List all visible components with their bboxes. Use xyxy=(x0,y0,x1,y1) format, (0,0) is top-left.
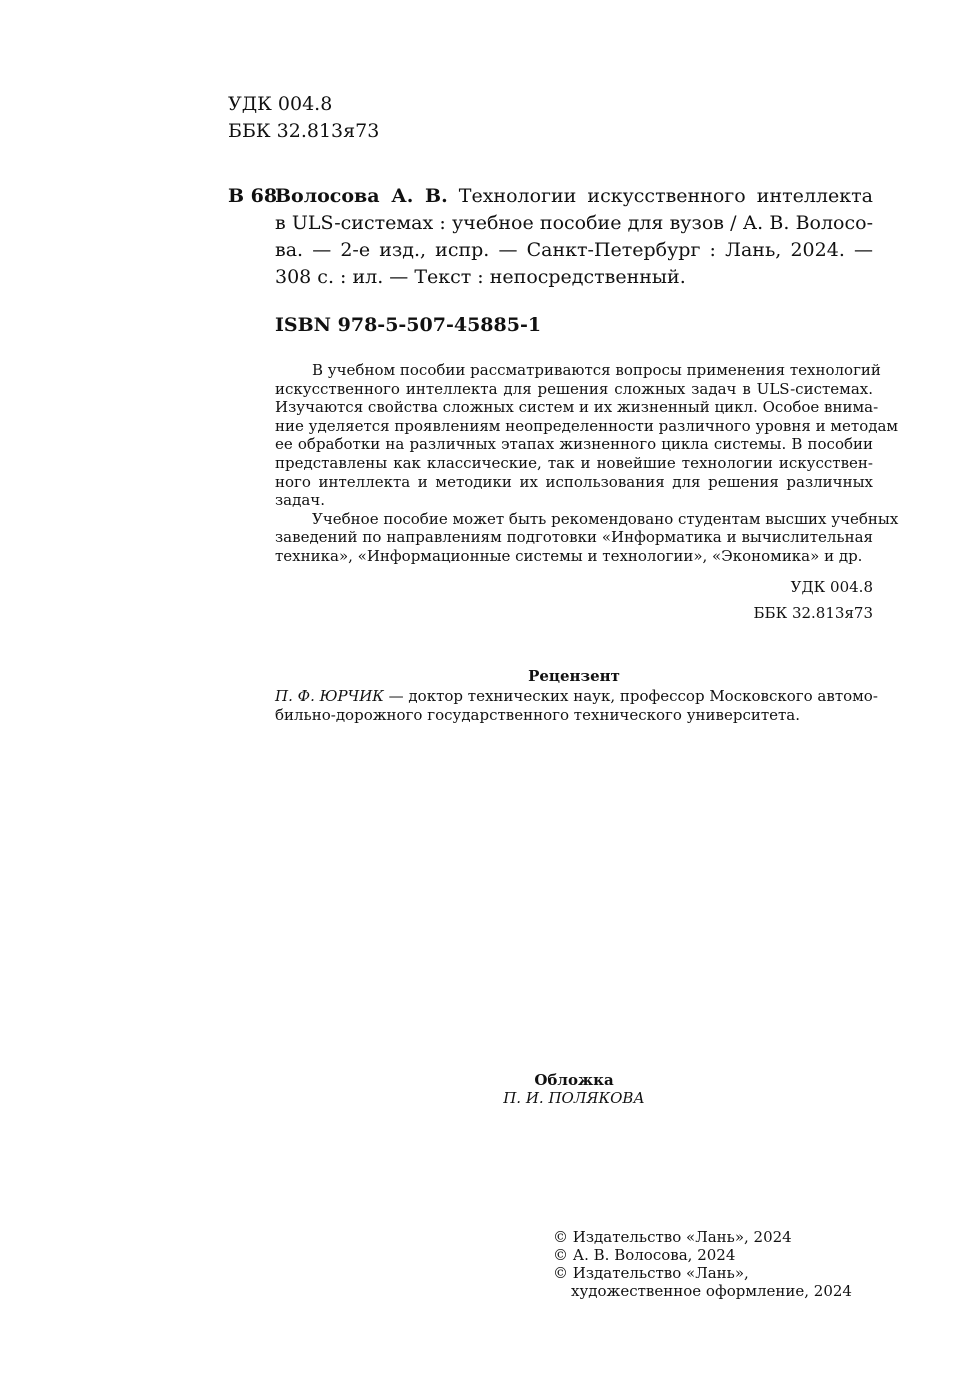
copyright-block xyxy=(553,1228,852,1300)
abstract-line: задач. xyxy=(275,491,325,510)
copyright-line: © А. В. Волосова, 2024 xyxy=(553,1246,736,1264)
copyright-line: © Издательство «Лань», 2024 xyxy=(553,1228,792,1246)
reviewer-credentials: — доктор технических наук, профессор Московского автомо- xyxy=(383,687,878,705)
abstract-line: ее обработки на различных этапах жизненного цикла системы. В пособии xyxy=(275,435,873,454)
author-name: Волосова А. В. xyxy=(275,185,448,207)
abstract-line: Изучаются свойства сложных систем и их жизненный цикл. Особое внима- xyxy=(275,398,879,417)
reviewer-line: бильно-дорожного государственного технического университета. xyxy=(275,705,801,724)
author-mark: В 68 xyxy=(228,185,278,207)
copyright-line: © Издательство «Лань», xyxy=(553,1264,749,1282)
abstract-line: представлены как классические, так и новейшие технологии искусствен- xyxy=(275,453,873,472)
isbn: ISBN 978-5-507-45885-1 xyxy=(275,314,542,336)
abstract xyxy=(275,361,899,566)
abstract-line: ного интеллекта и методики их использования для решения различных xyxy=(275,472,873,491)
udk-code: УДК 004.8 xyxy=(228,93,333,115)
bibliographic-entry xyxy=(275,183,873,291)
bbk-code-right: ББК 32.813я73 xyxy=(753,604,873,622)
reviewer-info xyxy=(275,687,878,724)
bbk-code: ББК 32.813я73 xyxy=(228,120,380,142)
cover-designer: П. И. ПОЛЯКОВА xyxy=(503,1089,645,1107)
abstract-line: ние уделяется проявлениям неопределенности различного уровня и методам xyxy=(275,416,899,435)
entry-title: Технологии искусственного интеллекта xyxy=(458,185,873,207)
abstract-line: заведений по направлениям подготовки «Информатика и вычислительная xyxy=(275,528,873,547)
udk-code-right: УДК 004.8 xyxy=(790,578,873,596)
abstract-line: Учебное пособие может быть рекомендовано студентам высших учебных xyxy=(312,509,899,528)
cover-heading: Обложка xyxy=(534,1071,614,1089)
abstract-line: техника», «Информационные системы и технологии», «Экономика» и др. xyxy=(275,546,863,565)
copyright-line: художественное оформление, 2024 xyxy=(571,1282,852,1300)
entry-line: ва. — 2-е изд., испр. — Санкт-Петербург : Лань, 2024. — xyxy=(275,239,873,261)
reviewer-heading: Рецензент xyxy=(528,667,620,685)
entry-line xyxy=(275,183,873,210)
abstract-line: искусственного интеллекта для решения сложных задач в ULS-системах. xyxy=(275,379,873,398)
entry-line: в ULS-системах : учебное пособие для вузов / А. В. Волосо- xyxy=(275,212,873,234)
reviewer-name: П. Ф. ЮРЧИК xyxy=(275,687,384,705)
reviewer-line xyxy=(275,687,878,706)
entry-line: 308 с. : ил. — Текст : непосредственный. xyxy=(275,266,686,288)
abstract-line: В учебном пособии рассматриваются вопросы применения технологий xyxy=(312,361,881,379)
